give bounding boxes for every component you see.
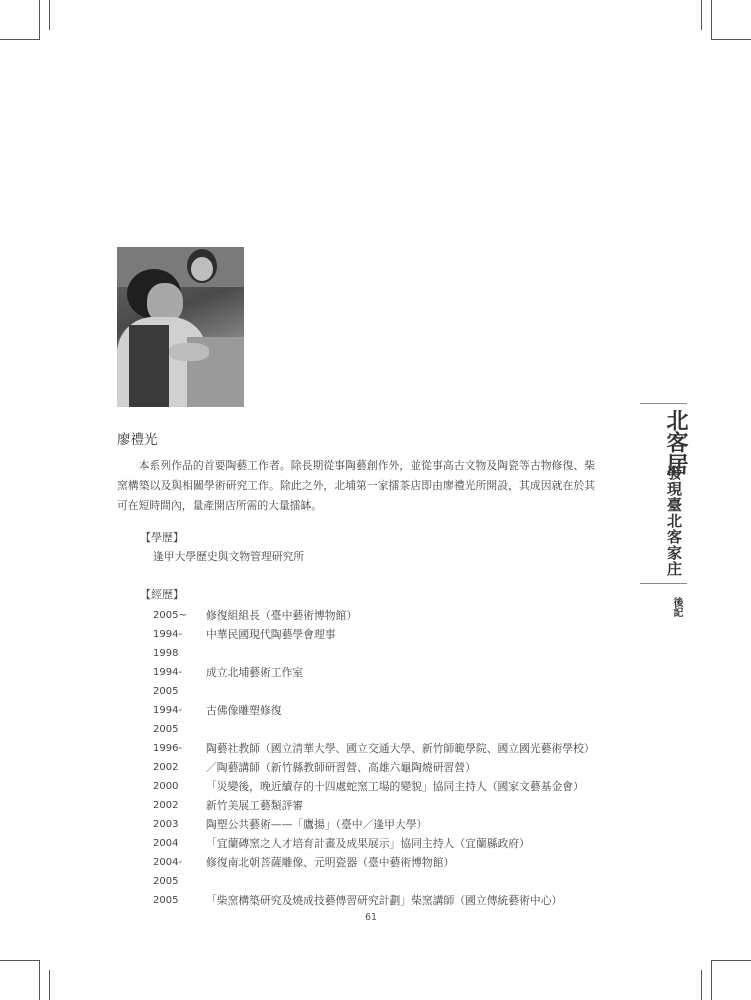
experience-desc: 「宜蘭磚窯之人才培育計畫及成果展示」協同主持人（宜蘭縣政府） bbox=[206, 837, 530, 850]
crop-mark-bl-v2 bbox=[49, 970, 50, 1000]
experience-year: 2000 bbox=[153, 781, 179, 792]
experience-year: 1994-1998 bbox=[153, 629, 183, 659]
crop-mark-tl-v2 bbox=[49, 0, 50, 30]
sidebar-rule-bottom bbox=[640, 583, 687, 584]
crop-mark-br-v2 bbox=[701, 970, 702, 1000]
experience-year: 1994-2005 bbox=[153, 705, 183, 735]
experience-item bbox=[153, 701, 599, 739]
experience-item bbox=[153, 625, 599, 663]
education-item: 逢甲大學歷史與文物管理研究所 bbox=[153, 550, 305, 563]
experience-heading: 【經歷】 bbox=[140, 588, 184, 601]
experience-desc: 陶塑公共藝術——「鷹揚」（臺中／逢甲大學） bbox=[206, 818, 428, 831]
experience-year: 2005~ bbox=[153, 610, 187, 621]
experience-item bbox=[153, 606, 599, 625]
experience-year: 2005 bbox=[153, 895, 179, 906]
experience-desc: 中華民國現代陶藝學會理事 bbox=[206, 628, 336, 641]
education-heading: 【學歷】 bbox=[140, 531, 184, 544]
sidebar-logo: 北客居 bbox=[663, 409, 689, 475]
experience-desc: 修復南北朝菩薩雕像、元明瓷器（臺中藝術博物館） bbox=[206, 856, 455, 869]
experience-desc: 成立北埔藝術工作室 bbox=[206, 666, 304, 679]
experience-item bbox=[153, 796, 599, 815]
experience-desc: 陶藝社教師（國立清華大學、國立交通大學、新竹師範學院、國立國光藝術學校）／陶藝講師（新竹縣教師研習營、高雄六龜陶燒研習營） bbox=[206, 742, 595, 774]
intro-paragraph: 本系列作品的首要陶藝工作者。除長期從事陶藝創作外，並從事高古文物及陶瓷等古物修復、柴窯構築以及與相關學術研究工作。除此之外，北埔第一家擂茶店即由廖禮光所開設，其成因就在於其可在短時間內，量產開店所需的大量擂缽。 bbox=[117, 459, 595, 512]
portrait-photo bbox=[117, 247, 244, 407]
experience-item bbox=[153, 739, 599, 777]
experience-desc: 古佛像雕塑修復 bbox=[206, 704, 282, 717]
experience-desc: 「災變後，晚近續存的十四處蛇窯工場的變貌」協同主持人（國家文藝基金會） bbox=[206, 780, 584, 793]
experience-year: 1994-2005 bbox=[153, 667, 183, 697]
sidebar-rule-top bbox=[640, 403, 687, 404]
sidebar-title: 發現臺北客家庄 bbox=[665, 465, 683, 577]
crop-mark-br-v bbox=[711, 960, 712, 1000]
experience-list bbox=[153, 606, 599, 910]
experience-item bbox=[153, 777, 599, 796]
experience-item bbox=[153, 663, 599, 701]
experience-year: 2003 bbox=[153, 819, 179, 830]
person-name: 廖禮光 bbox=[117, 432, 158, 448]
crop-mark-tr-v2 bbox=[701, 0, 702, 30]
crop-mark-bl-h bbox=[0, 960, 40, 961]
experience-year: 2004 bbox=[153, 838, 179, 849]
experience-desc: 「柴窯構築研究及燒成技藝傳習研究計劃」柴窯講師（國立傳統藝術中心） bbox=[206, 894, 563, 907]
experience-item bbox=[153, 815, 599, 834]
crop-mark-tl-v bbox=[39, 0, 40, 40]
experience-item bbox=[153, 853, 599, 891]
experience-item bbox=[153, 834, 599, 853]
crop-mark-br-h bbox=[711, 960, 751, 961]
experience-year: 1996-2002 bbox=[153, 743, 183, 773]
crop-mark-bl-v bbox=[39, 960, 40, 1000]
page-number: 61 bbox=[365, 912, 378, 923]
crop-mark-tr-h bbox=[711, 39, 751, 40]
experience-desc: 新竹美展工藝類評審 bbox=[206, 799, 304, 812]
experience-desc: 修復組組長（臺中藝術博物館） bbox=[206, 609, 358, 622]
crop-mark-tr-v bbox=[711, 0, 712, 40]
crop-mark-tl-h bbox=[0, 39, 40, 40]
sidebar-label: 後記 bbox=[671, 597, 682, 617]
experience-item bbox=[153, 891, 599, 910]
experience-year: 2002 bbox=[153, 800, 179, 811]
experience-year: 2004-2005 bbox=[153, 857, 183, 887]
